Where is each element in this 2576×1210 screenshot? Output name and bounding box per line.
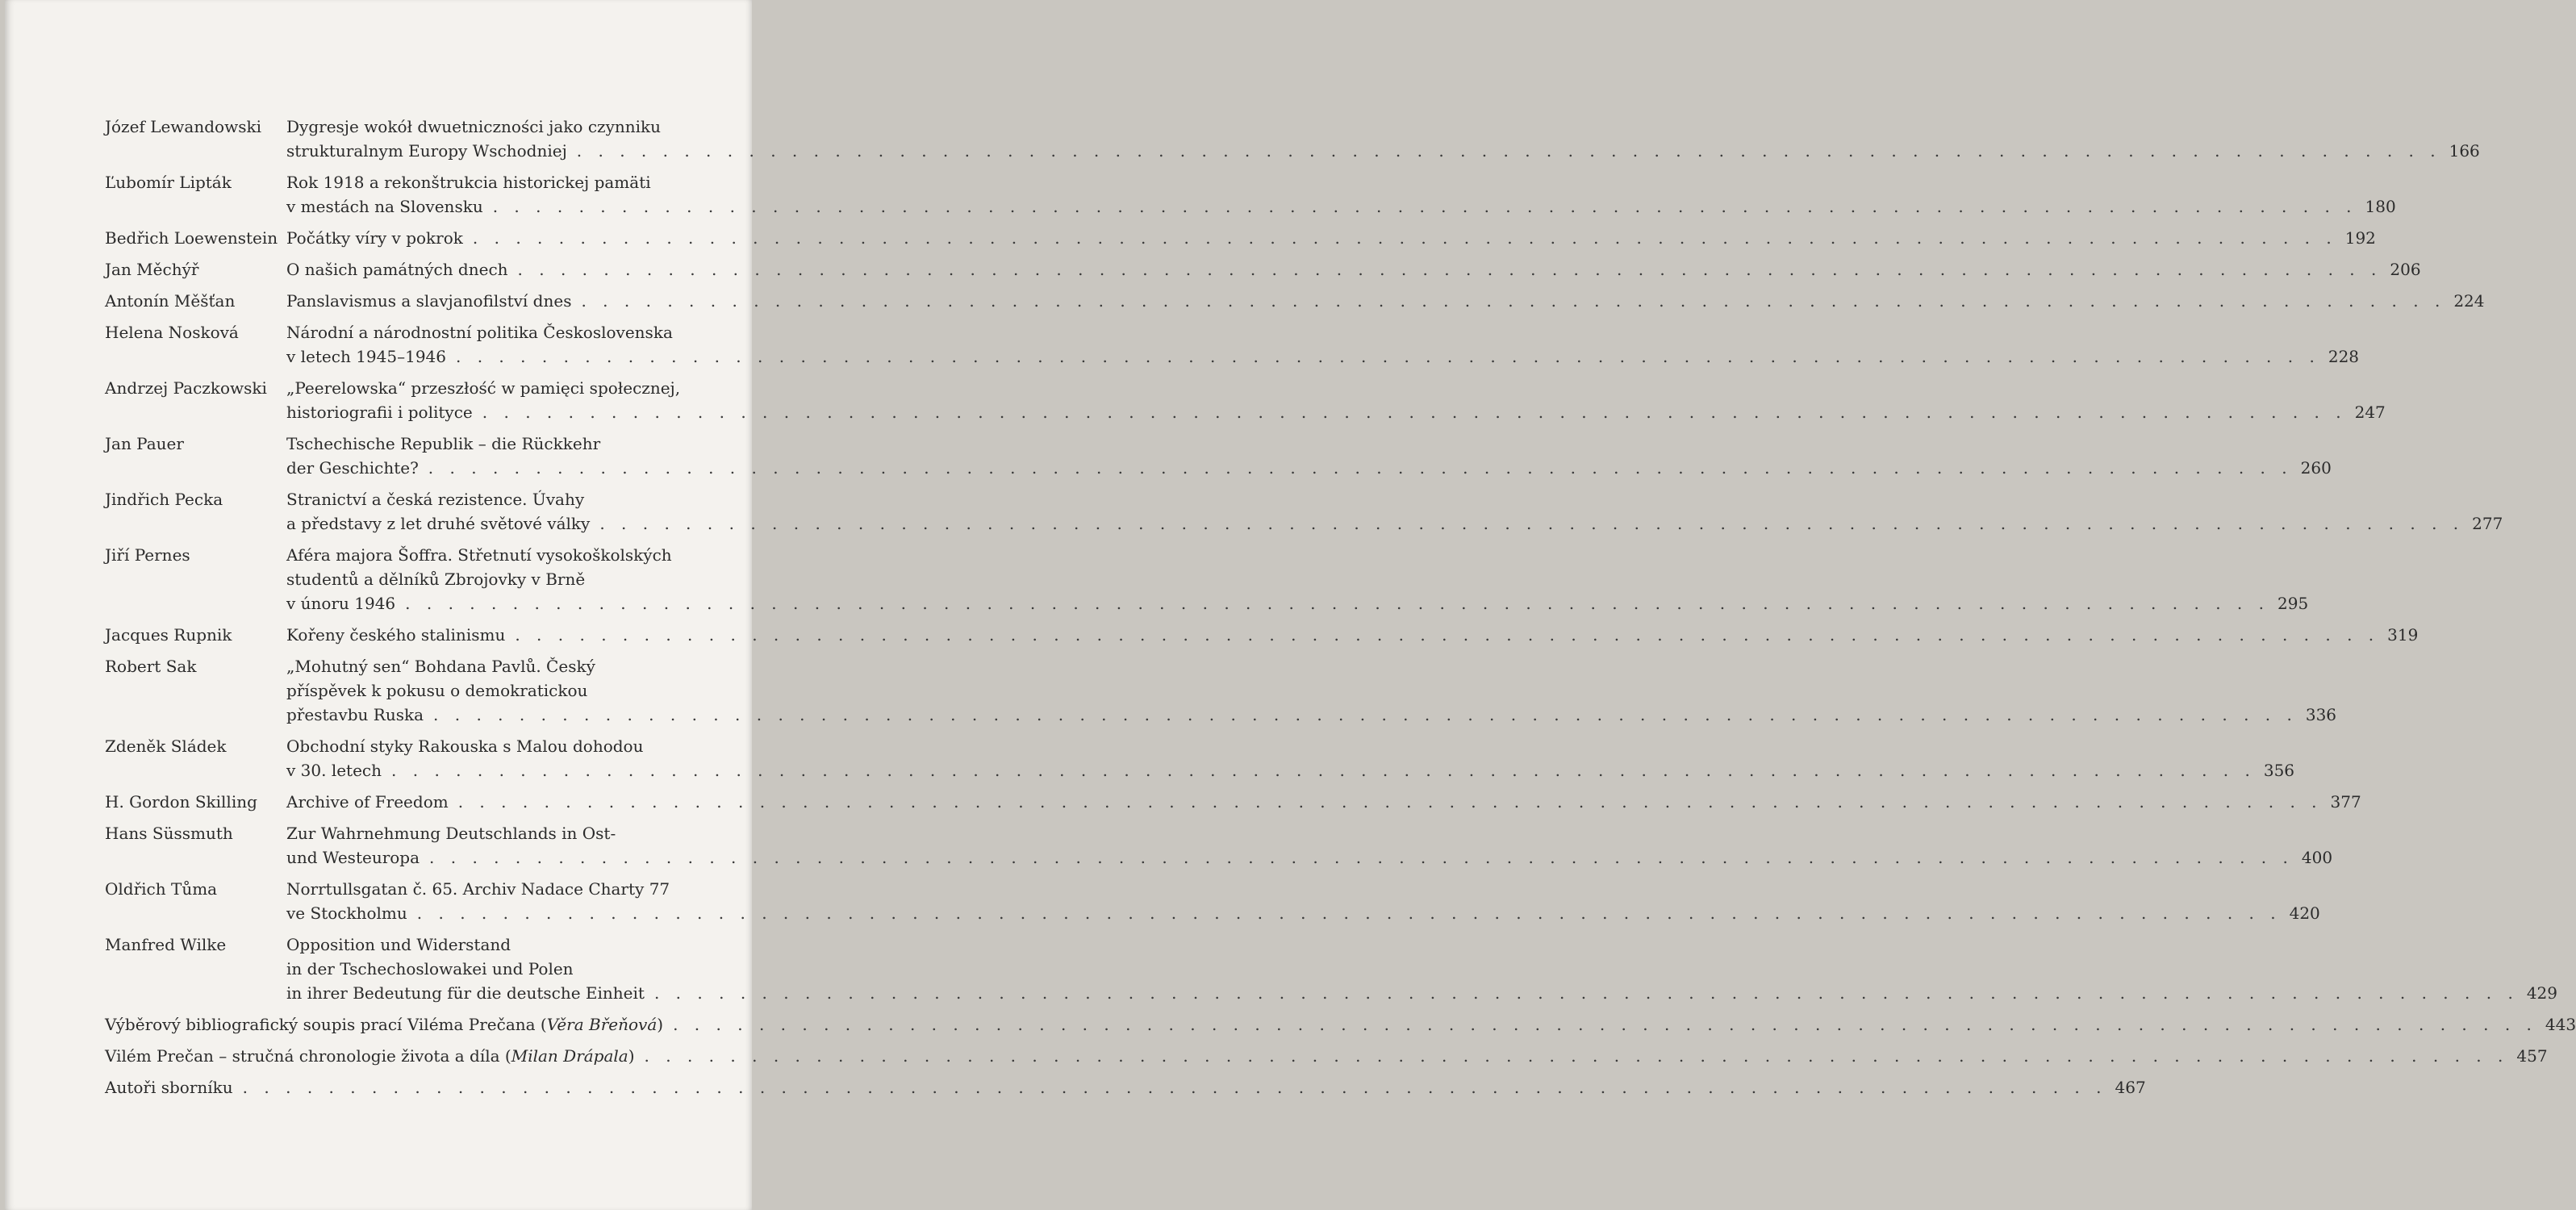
toc-title — [286, 376, 2386, 424]
page-number: 336 — [2305, 705, 2337, 724]
toc-entry-full-width — [105, 1012, 2576, 1037]
toc-title — [286, 257, 2421, 282]
toc-author: Jan Pauer — [105, 434, 184, 453]
toc-entry — [105, 257, 2421, 282]
toc-title-last-line — [286, 400, 2386, 424]
toc-title-last-line — [286, 703, 2336, 727]
toc-entry — [105, 877, 2320, 925]
dot-leader — [493, 194, 2357, 219]
page-number: 192 — [2344, 228, 2376, 248]
toc-title — [286, 487, 2503, 536]
dot-leader — [577, 139, 2441, 163]
page-number: 356 — [2263, 761, 2295, 780]
toc-entry-full-width — [105, 1044, 2548, 1068]
toc-title-line: Tschechische Republik – die Rückkehr — [286, 434, 601, 453]
toc-title-line: Rok 1918 a rekonštrukcia historickej pamäti — [286, 173, 651, 192]
toc-title — [286, 432, 2332, 480]
toc-entry — [105, 487, 2503, 536]
toc-title-last-line — [286, 591, 2308, 615]
book-page — [5, 0, 2576, 1210]
toc-title-text: v 30. letech — [286, 761, 382, 780]
toc-entry — [105, 115, 2480, 163]
toc-entry — [105, 790, 2361, 814]
toc-title-text: v mestách na Slovensku — [286, 197, 483, 216]
dot-leader — [405, 591, 2269, 615]
toc-title-last-line — [286, 758, 2294, 782]
page-number: 180 — [2365, 197, 2396, 216]
toc-title-line: Obchodní styky Rakouska s Malou dohodou — [286, 736, 644, 756]
toc-title-last-line — [286, 194, 2396, 219]
toc-title — [286, 790, 2361, 814]
toc-author: Robert Sak — [105, 657, 197, 676]
toc-title-line: příspěvek k pokusu o demokratickou — [286, 681, 588, 700]
dot-leader — [482, 400, 2347, 424]
page-number: 166 — [2449, 141, 2480, 161]
toc-entry — [105, 226, 2376, 250]
toc-title-line: Národní a národnostní politika Československa — [286, 323, 673, 342]
toc-title-last-line — [286, 456, 2332, 480]
toc-title-text: strukturalnym Europy Wschodniej — [286, 141, 567, 161]
toc-author: H. Gordon Skilling — [105, 792, 257, 812]
page-number: 443 — [2545, 1015, 2576, 1034]
toc-entry-title: Vilém Prečan – stručná chronologie života a díla ( — [105, 1046, 511, 1066]
page-number: 429 — [2526, 983, 2557, 1003]
toc-author: Manfred Wilke — [105, 935, 227, 954]
toc-entry-full-width — [105, 1075, 2146, 1099]
toc-title-line: Opposition und Widerstand — [286, 935, 511, 954]
toc-title — [286, 115, 2480, 163]
toc-title-last-line — [286, 344, 2359, 369]
toc-entry — [105, 623, 2419, 647]
toc-entry-compiler: Věra Břeňová — [546, 1015, 658, 1034]
dot-leader — [515, 623, 2379, 647]
dot-leader — [581, 289, 2445, 313]
toc-entry — [105, 376, 2386, 424]
toc-author: Józef Lewandowski — [105, 117, 261, 136]
page-number: 467 — [2115, 1078, 2146, 1097]
page-number: 277 — [2472, 514, 2503, 533]
toc-title-text: ve Stockholmu — [286, 903, 407, 923]
toc-title-line: studentů a dělníků Zbrojovky v Brně — [286, 570, 586, 589]
toc-author: Zdeněk Sládek — [105, 736, 227, 756]
toc-title-line: Stranictví a česká rezistence. Úvahy — [286, 490, 585, 509]
dot-leader — [243, 1075, 2107, 1099]
dot-leader — [428, 456, 2293, 480]
dot-leader — [473, 226, 2337, 250]
toc-entry-compiler: Milan Drápala — [511, 1046, 628, 1066]
toc-title — [286, 933, 2557, 1005]
toc-title-last-line — [286, 511, 2503, 536]
dot-leader — [429, 845, 2294, 870]
toc-entry — [105, 933, 2557, 1005]
toc-title-line: „Mohutný sen“ Bohdana Pavlů. Český — [286, 657, 595, 676]
toc-title — [286, 226, 2376, 250]
dot-leader — [673, 1012, 2537, 1037]
toc-title-text: O našich památných dnech — [286, 260, 508, 279]
toc-title-last-line — [286, 623, 2418, 647]
toc-author: Andrzej Paczkowski — [105, 378, 267, 398]
dot-leader — [417, 901, 2282, 925]
dot-leader — [599, 511, 2464, 536]
dot-leader — [391, 758, 2256, 782]
toc-title-line: in der Tschechoslowakei und Polen — [286, 959, 574, 978]
page-number: 247 — [2354, 403, 2386, 422]
toc-entry-text — [105, 1075, 233, 1099]
toc-author: Ľubomír Lipták — [105, 173, 232, 192]
toc-title-last-line — [286, 139, 2480, 163]
toc-title — [286, 543, 2308, 615]
toc-author: Antonín Měšťan — [105, 291, 236, 311]
toc-title-text: v únoru 1946 — [286, 594, 396, 613]
toc-title-line: Dygresje wokół dwuetniczności jako czynniku — [286, 117, 662, 136]
toc-title-last-line — [286, 981, 2557, 1005]
toc-entry-closing: ) — [628, 1046, 635, 1066]
toc-title-text: Archive of Freedom — [286, 792, 449, 812]
toc-title — [286, 320, 2359, 369]
toc-entry — [105, 543, 2309, 615]
toc-entry — [105, 320, 2360, 369]
toc-title-text: Počátky víry v pokrok — [286, 228, 463, 248]
toc-author: Jindřich Pecka — [105, 490, 223, 509]
dot-leader — [456, 344, 2320, 369]
toc-entry — [105, 289, 2485, 313]
toc-entry — [105, 654, 2337, 727]
toc-entry-title: Výběrový bibliografický soupis prací Viléma Prečana ( — [105, 1015, 547, 1034]
toc-title-line: Norrtullsgatan č. 65. Archiv Nadace Charty 77 — [286, 879, 670, 899]
page-number: 377 — [2330, 792, 2361, 812]
page-number: 260 — [2300, 458, 2332, 478]
toc-title-text: Kořeny českého stalinismu — [286, 625, 506, 645]
toc-title — [286, 821, 2332, 870]
toc-title-last-line — [286, 289, 2485, 313]
toc-title-last-line — [286, 901, 2320, 925]
toc-title — [286, 623, 2418, 647]
dot-leader — [433, 703, 2298, 727]
toc-author: Jiří Pernes — [105, 545, 190, 565]
toc-title-last-line — [286, 257, 2421, 282]
page-number: 206 — [2390, 260, 2421, 279]
toc-title-line: „Peerelowska“ przeszłość w pamięci społecznej, — [286, 378, 681, 398]
toc-title — [286, 654, 2336, 727]
toc-entry — [105, 734, 2295, 782]
toc-title-text: historiografii i polityce — [286, 403, 473, 422]
toc-author: Helena Nosková — [105, 323, 239, 342]
toc-entry-text — [105, 1044, 635, 1068]
toc-title — [286, 877, 2320, 925]
dot-leader — [458, 790, 2323, 814]
toc-title-text: und Westeuropa — [286, 848, 420, 867]
toc-entry-text — [105, 1012, 663, 1037]
page-number: 420 — [2289, 903, 2320, 923]
toc-title-last-line — [286, 845, 2332, 870]
toc-title-line: Aféra majora Šoffra. Střetnutí vysokoškolských — [286, 545, 672, 565]
toc-title-last-line — [286, 226, 2376, 250]
page-number: 224 — [2453, 291, 2485, 311]
table-of-contents — [105, 115, 2576, 1107]
toc-title-last-line — [286, 790, 2361, 814]
toc-title-line: Zur Wahrnehmung Deutschlands in Ost- — [286, 824, 616, 843]
toc-title-text: Panslavismus a slavjanofilství dnes — [286, 291, 572, 311]
page-number: 228 — [2328, 347, 2360, 366]
toc-entry — [105, 821, 2333, 870]
toc-title — [286, 734, 2294, 782]
toc-entry — [105, 170, 2396, 219]
toc-author: Bedřich Loewenstein — [105, 228, 278, 248]
toc-title — [286, 170, 2396, 219]
dot-leader — [645, 1044, 2509, 1068]
dot-leader — [518, 257, 2382, 282]
toc-author: Jacques Rupnik — [105, 625, 232, 645]
toc-title — [286, 289, 2485, 313]
toc-title-text: přestavbu Ruska — [286, 705, 424, 724]
page-number: 400 — [2301, 848, 2333, 867]
page-number: 457 — [2516, 1046, 2548, 1066]
page-number: 319 — [2387, 625, 2419, 645]
dot-leader — [654, 981, 2519, 1005]
toc-author: Oldřich Tůma — [105, 879, 218, 899]
toc-entry-title: Autoři sborníku — [105, 1078, 233, 1097]
toc-entry-closing: ) — [657, 1015, 664, 1034]
toc-title-text: in ihrer Bedeutung für die deutsche Einheit — [286, 983, 645, 1003]
toc-author: Hans Süssmuth — [105, 824, 233, 843]
toc-title-text: der Geschichte? — [286, 458, 419, 478]
page-number: 295 — [2277, 594, 2309, 613]
toc-entry — [105, 432, 2332, 480]
toc-title-text: v letech 1945–1946 — [286, 347, 446, 366]
toc-title-text: a představy z let druhé světové války — [286, 514, 591, 533]
toc-author: Jan Měchýř — [105, 260, 199, 279]
